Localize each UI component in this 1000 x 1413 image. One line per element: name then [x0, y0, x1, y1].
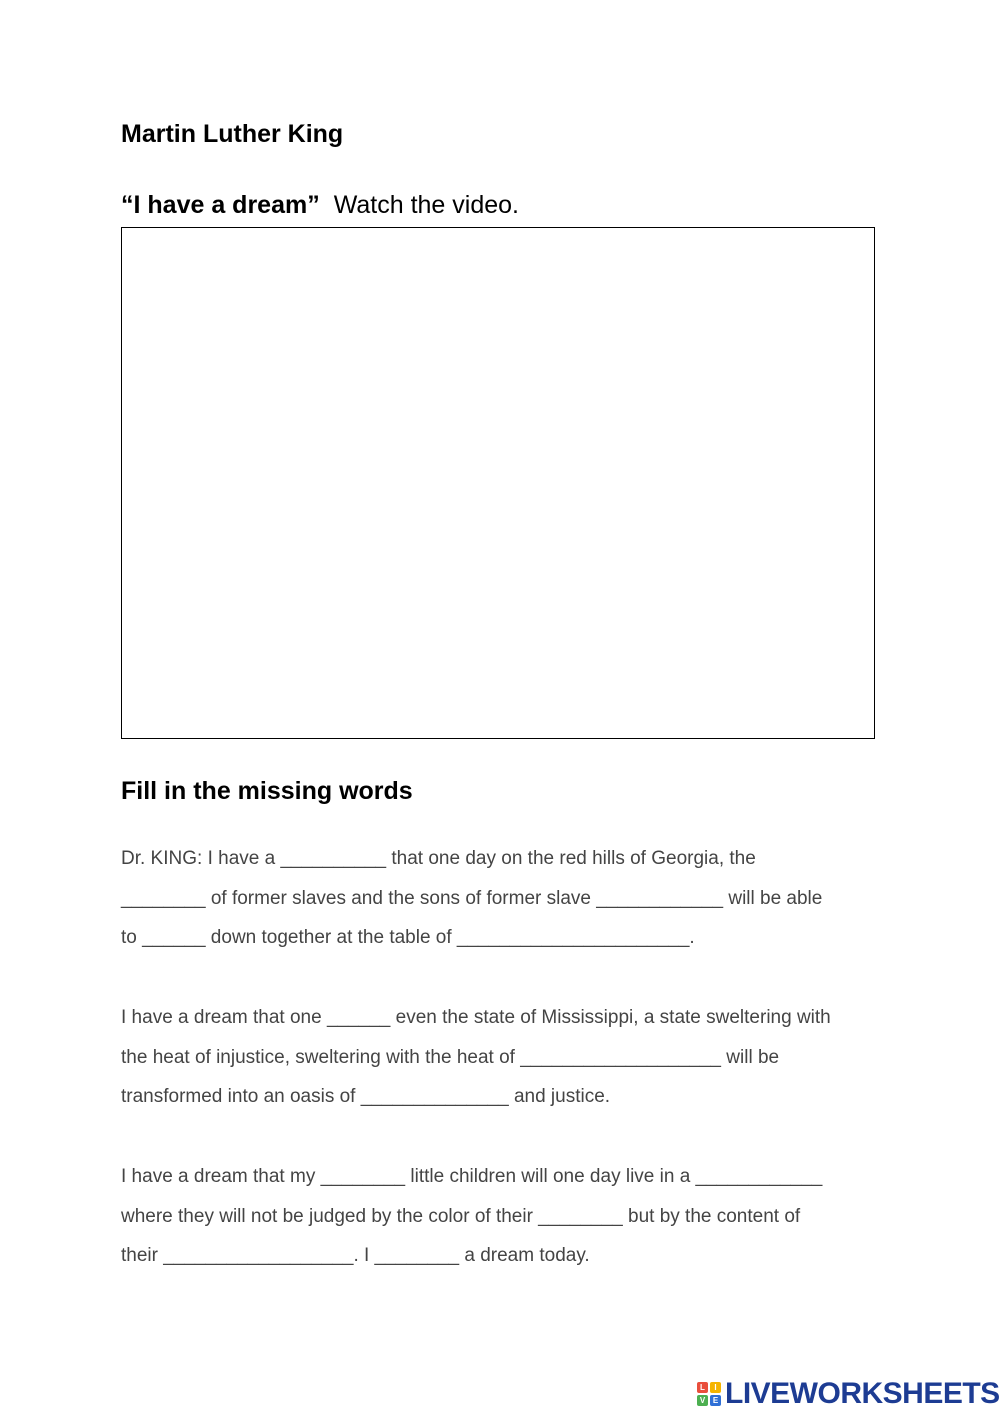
page-title: Martin Luther King: [121, 120, 344, 148]
logo-letter: I: [710, 1382, 721, 1393]
paragraph-line: I have a dream that my ________ little children will one day live in a ____________: [121, 1166, 823, 1187]
paragraph-line: where they will not be judged by the color of their ________ but by the content of: [121, 1205, 801, 1227]
subtitle-instruction: Watch the video.: [333, 191, 519, 219]
paragraph-line: Dr. KING: I have a __________ that one day on the red hills of Georgia, the: [121, 848, 756, 869]
liveworksheets-logo-icon: [697, 1382, 721, 1406]
video-frame[interactable]: [121, 227, 875, 739]
paragraph-1: [121, 839, 822, 958]
paragraph-line: to ______ down together at the table of ______________________.: [121, 927, 695, 949]
paragraph-line: the heat of injustice, sweltering with the heat of ___________________ will be: [121, 1046, 780, 1068]
logo-letter: V: [697, 1395, 708, 1406]
paragraph-line: I have a dream that one ______ even the state of Mississippi, a state sweltering with: [121, 1007, 831, 1028]
paragraph-3: [121, 1157, 822, 1276]
paragraph-2: [121, 998, 831, 1117]
section-heading: Fill in the missing words: [121, 777, 413, 805]
paragraph-line: transformed into an oasis of ______________ and justice.: [121, 1086, 611, 1108]
logo-letter: L: [697, 1382, 708, 1393]
paragraph-line: ________ of former slaves and the sons of former slave ____________ will be able: [121, 887, 823, 909]
liveworksheets-logo: [697, 1377, 1000, 1411]
subtitle-quote: “I have a dream”: [121, 191, 320, 219]
logo-letter: E: [710, 1395, 721, 1406]
paragraph-line: their __________________. I ________ a dream today.: [121, 1245, 590, 1267]
subtitle: [121, 191, 519, 220]
logo-text: LIVEWORKSHEETS: [725, 1377, 1000, 1410]
